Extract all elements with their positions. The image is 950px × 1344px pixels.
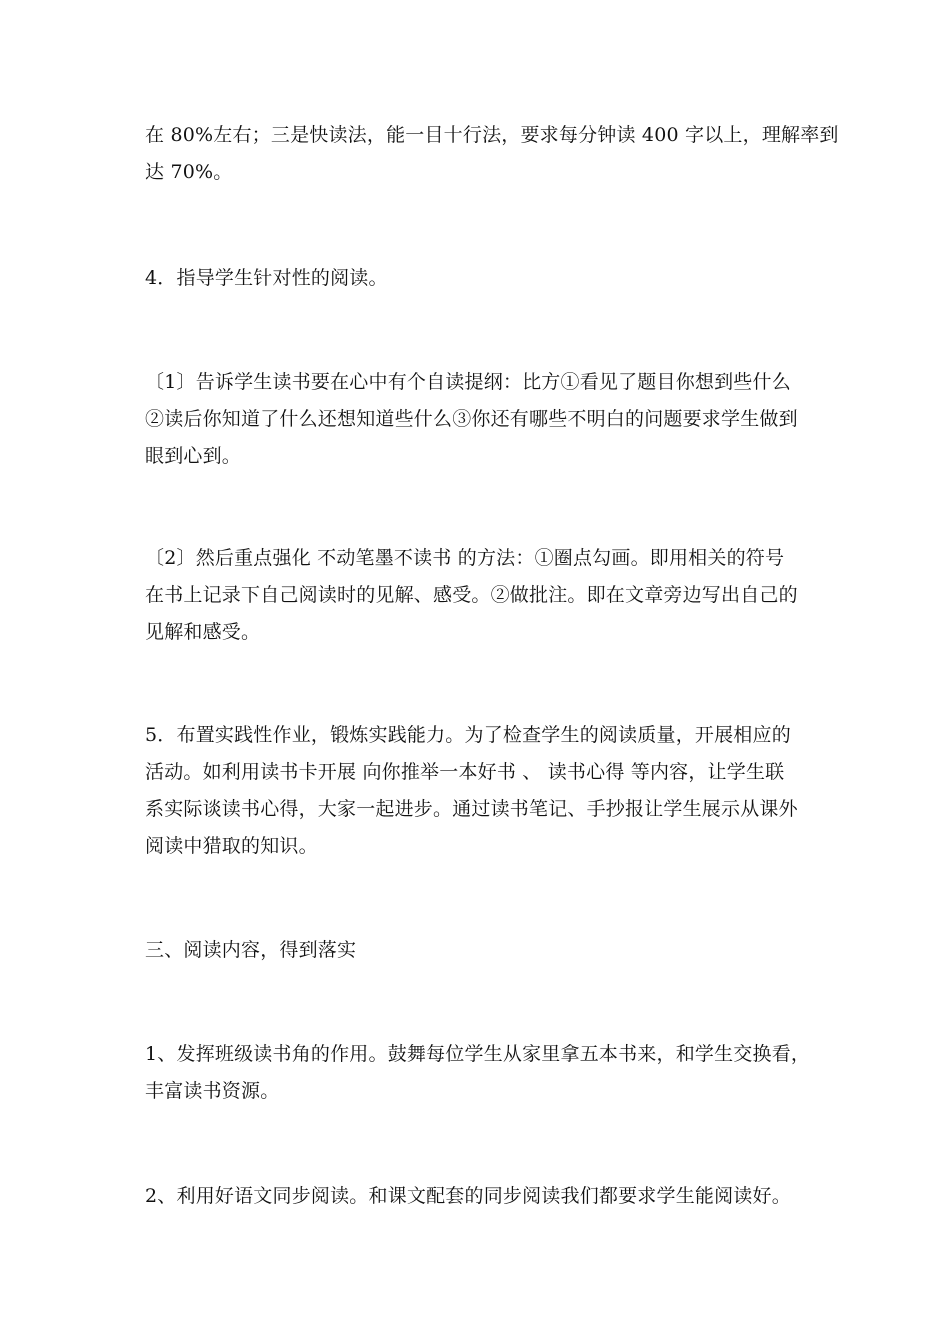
text-line: 系实际谈读书心得，大家一起进步。通过读书笔记、手抄报让学生展示从课外 — [145, 798, 798, 820]
paragraph-subitem-2 — [145, 540, 815, 651]
text-line: 活动。如利用读书卡开展 向你推举一本好书 、 读书心得 等内容，让学生联 — [145, 761, 785, 783]
paragraph-point-2 — [145, 1178, 815, 1215]
heading-line: 三、阅读内容，得到落实 — [145, 939, 357, 961]
text-line: 5．布置实践性作业，锻炼实践能力。为了检查学生的阅读质量，开展相应的 — [145, 724, 791, 746]
text-line: 4．指导学生针对性的阅读。 — [145, 267, 388, 289]
text-line: 达 70%。 — [145, 161, 233, 183]
paragraph-item-4 — [145, 260, 815, 297]
text-line: 阅读中猎取的知识。 — [145, 835, 318, 857]
paragraph-subitem-1 — [145, 364, 815, 475]
text-line: 丰富读书资源。 — [145, 1080, 280, 1102]
text-line: 在书上记录下自己阅读时的见解、感受。②做批注。即在文章旁边写出自己的 — [145, 584, 798, 606]
paragraph-reading-methods-end — [145, 117, 839, 191]
paragraph-item-5 — [145, 717, 815, 865]
text-line: 〔1〕告诉学生读书要在心中有个自读提纲：比方①看见了题目你想到些什么 — [145, 371, 791, 393]
text-line: 在 80%左右；三是快读法，能一目十行法，要求每分钟读 400 字以上，理解率到 — [145, 124, 839, 146]
text-line: ②读后你知道了什么还想知道些什么③你还有哪些不明白的问题要求学生做到 — [145, 408, 798, 430]
paragraph-point-1 — [145, 1036, 815, 1110]
text-line: 眼到心到。 — [145, 445, 242, 467]
text-line: 1、发挥班级读书角的作用。鼓舞每位学生从家里拿五本书来，和学生交换看， — [145, 1043, 811, 1065]
text-line: 〔2〕然后重点强化 不动笔墨不读书 的方法：①圈点勾画。即用相关的符号 — [145, 547, 785, 569]
section-heading-3 — [145, 932, 815, 969]
text-line: 见解和感受。 — [145, 621, 261, 643]
text-line: 2、利用好语文同步阅读。和课文配套的同步阅读我们都要求学生能阅读好。 — [145, 1185, 791, 1207]
